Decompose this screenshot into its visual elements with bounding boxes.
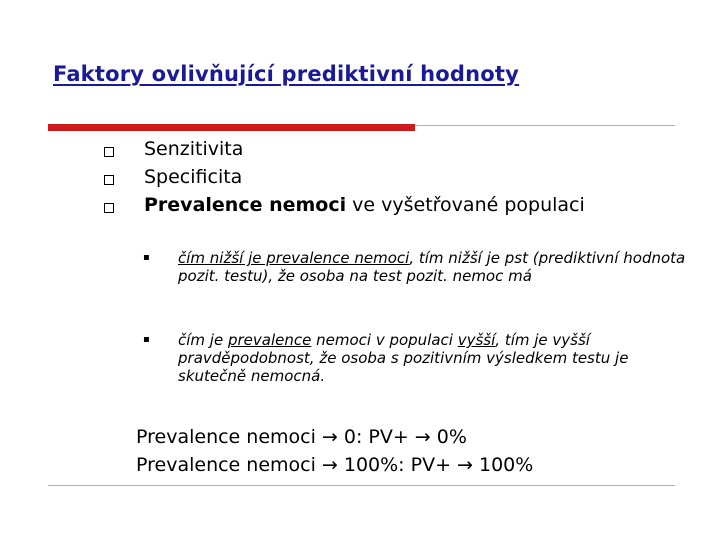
square-bullet-icon <box>104 203 114 213</box>
square-bullet-icon <box>104 147 114 157</box>
sub-bullet-text <box>178 249 688 285</box>
underlined-text: prevalence <box>227 331 312 349</box>
square-bullet-icon <box>104 175 114 185</box>
bullet-bold-text: Prevalence nemoci <box>144 194 347 216</box>
underlined-text: vyšší <box>457 331 496 349</box>
footer-divider <box>48 485 675 486</box>
bullet-rest-text: ve vyšetřované populaci <box>346 194 585 216</box>
sub-bullet-part: čím je <box>178 331 228 349</box>
sub-bullet-marker-icon: ▪ <box>143 252 150 263</box>
accent-bar <box>48 124 415 131</box>
title-divider <box>415 125 675 126</box>
sub-bullet-part: , tím je vyšší pravděpodobnost, že osoba s pozitivním výsledkem testu je skutečně nemocná. <box>178 331 629 385</box>
underlined-text: čím nižší je prevalence nemoci <box>178 249 410 267</box>
sub-bullet-part: nemoci v populaci <box>311 331 458 349</box>
sub-bullet-rest: , tím nižší je pst (prediktivní hodnota pozit. testu), že osoba na test pozit. nemoc má <box>178 249 686 285</box>
slide-title: Faktory ovlivňující prediktivní hodnoty <box>53 62 520 86</box>
sub-bullet-text <box>178 331 688 385</box>
bullet-text: Specificita <box>144 166 243 188</box>
summary-line: Prevalence nemoci → 0: PV+ → 0% <box>136 426 467 448</box>
summary-line: Prevalence nemoci → 100%: PV+ → 100% <box>136 454 534 476</box>
bullet-text <box>144 194 585 216</box>
sub-bullet-marker-icon: ▪ <box>143 334 150 345</box>
bullet-text: Senzitivita <box>144 138 244 160</box>
